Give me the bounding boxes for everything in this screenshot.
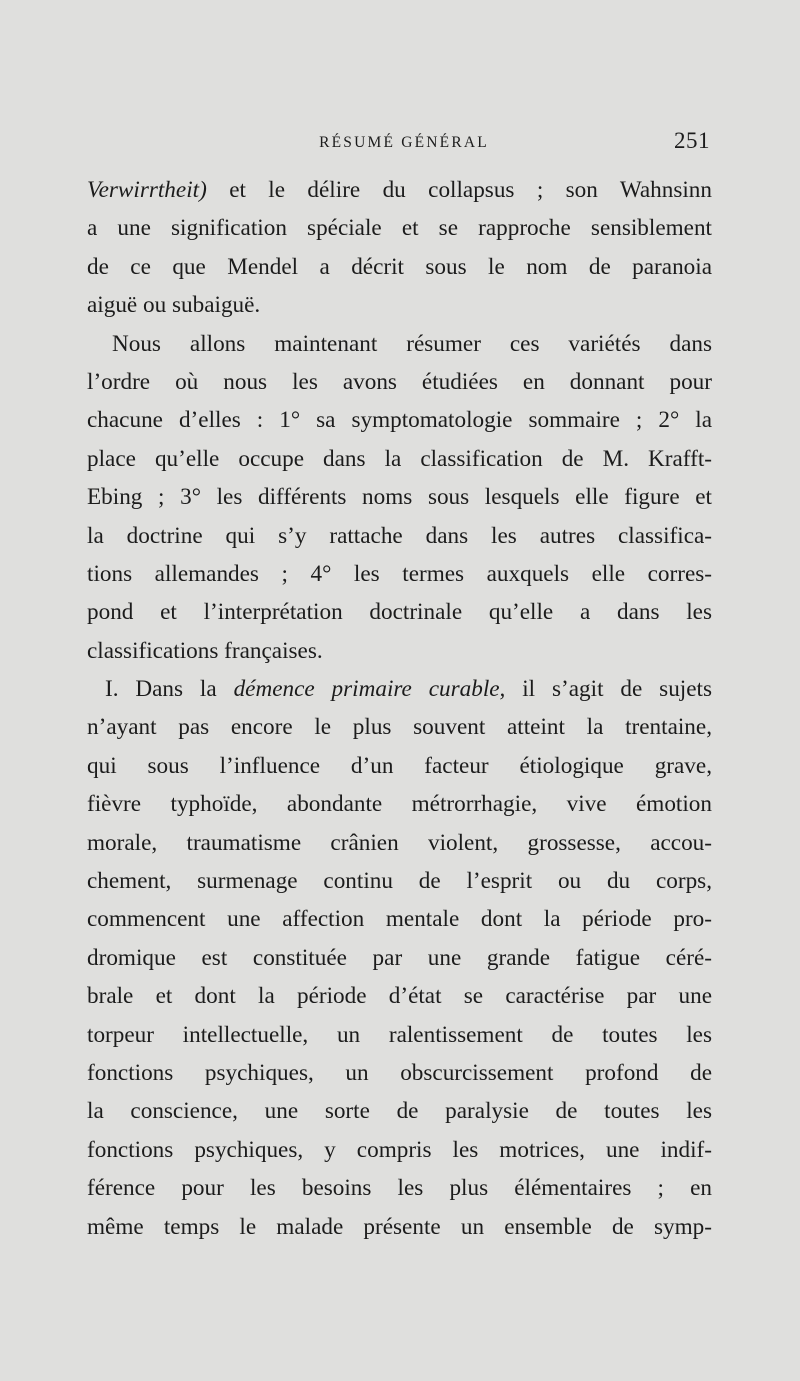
text-line: fonctions psychiques, y compris les motrices, une indif-: [87, 1136, 712, 1163]
text-line: classifications françaises.: [87, 637, 323, 664]
text-segment: et le délire du collapsus ; son Wahnsinn: [206, 177, 712, 203]
text-line: a une signification spéciale et se rapproche sensiblement: [87, 215, 712, 242]
text-segment: I. Dans la: [105, 676, 234, 703]
text-line: la conscience, une sorte de paralysie de toutes les: [87, 1098, 712, 1125]
text-line: Ebing ; 3° les différents noms sous lesquels elle figure et: [87, 484, 712, 511]
text-line: dromique est constituée par une grande fatigue céré-: [87, 944, 712, 971]
body-text: [87, 171, 712, 1246]
text-line: chement, surmenage continu de l’esprit ou du corps,: [87, 868, 712, 895]
text-line: commencent une affection mentale dont la période pro-: [87, 906, 712, 933]
text-line: torpeur intellectuelle, un ralentissement de toutes les: [87, 1021, 712, 1048]
page-header: [90, 128, 710, 162]
text-line: [87, 670, 712, 708]
text-line: la doctrine qui s’y rattache dans les autres classifica-: [87, 522, 712, 549]
italic-term: Verwirrtheit): [87, 177, 207, 203]
text-line: Nous allons maintenant résumer ces variétés dans: [112, 330, 712, 357]
text-line: même temps le malade présente un ensemble de symp-: [87, 1213, 712, 1240]
running-head: RÉSUMÉ GÉNÉRAL: [319, 134, 489, 151]
text-line: férence pour les besoins les plus élémentaires ; en: [87, 1175, 712, 1202]
text-line: brale et dont la période d’état se caractérise par une: [87, 983, 712, 1010]
page-number: 251: [674, 128, 710, 153]
italic-term: démence primaire curable,: [233, 676, 506, 703]
text-line: tions allemandes ; 4° les termes auxquels elle corres-: [87, 560, 712, 587]
text-line: l’ordre où nous les avons étudiées en donnant pour: [87, 368, 712, 395]
text-line: pond et l’interprétation doctrinale qu’elle a dans les: [87, 599, 712, 626]
text-line: [87, 171, 712, 209]
text-line: fonctions psychiques, un obscurcissement profond de: [87, 1059, 712, 1086]
text-line: de ce que Mendel a décrit sous le nom de paranoia: [87, 253, 712, 280]
text-line: chacune d’elles : 1° sa symptomatologie sommaire ; 2° la: [87, 407, 712, 434]
text-line: aiguë ou subaiguë.: [87, 292, 261, 319]
text-line: place qu’elle occupe dans la classification de M. Krafft-: [87, 445, 712, 472]
text-line: fièvre typhoïde, abondante métrorrhagie, vive émotion: [87, 791, 712, 818]
text-line: n’ayant pas encore le plus souvent atteint la trentaine,: [87, 714, 712, 741]
text-line: morale, traumatisme crânien violent, grossesse, accou-: [87, 829, 712, 856]
text-line: qui sous l’influence d’un facteur étiologique grave,: [87, 752, 712, 779]
text-segment: il s’agit de sujets: [505, 676, 712, 703]
